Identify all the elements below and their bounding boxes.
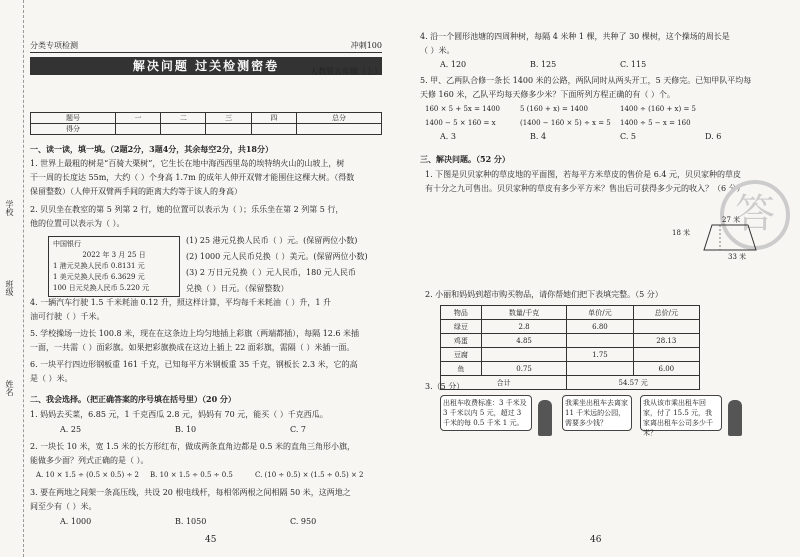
p2-title: 2. 小丽和妈妈到超市购买物品，请你帮她们把下表填完整。（5 分） <box>425 290 663 299</box>
q3-line: (1) 25 港元兑换人民币（ ）元。(保留两位小数) <box>186 236 358 245</box>
rate-row: 1 港元兑换人民币 0.8131 元 <box>53 262 145 270</box>
table-cell: 28.13 <box>633 334 699 348</box>
section-2-title: 二、我会选择。（把正确答案的序号填在括号里）（20 分） <box>30 394 236 404</box>
c3-line: 间至少有（ ）米。 <box>30 502 97 511</box>
trapezoid-shape <box>704 225 756 250</box>
bank-date: 2022 年 3 月 25 日 <box>82 251 146 259</box>
score-header: 一 <box>115 113 160 124</box>
c5-equation: 1400 − 5 × 160 = x <box>425 119 496 127</box>
page-header <box>30 40 382 75</box>
table-row <box>441 362 700 376</box>
p3-title: 3.（5 分） <box>425 382 465 391</box>
shopping-table <box>440 305 700 390</box>
c3-line: 3. 要在两地之间架一条高压线，共设 20 根电线杆，每相邻两根之间相隔 50 米，这两地之 <box>30 488 351 497</box>
binding-class: 班级 <box>5 280 14 296</box>
binding-name: 姓名 <box>5 380 14 396</box>
table-cell: 6.00 <box>633 362 699 376</box>
table-cell: 1.75 <box>567 348 633 362</box>
table-header: 单价/元 <box>567 306 633 320</box>
c2-line: 2. 一块长 10 米，宽 1.5 米的长方形红布，做成两条直角边都是 0.5 米的直角三角形小旗， <box>30 442 356 451</box>
c5-line: 5. 甲、乙两队合修一条长 1400 米的公路，两队同时从两头开工，5 天修完。已知甲队平均每 <box>420 76 752 85</box>
q6-line: 是（ ）米。 <box>30 374 73 383</box>
score-header: 题号 <box>31 113 116 124</box>
boy-speech-bubble: 我从该市乘出租车回家，付了 15.5 元，我家离出租车公司多少千米？ <box>640 395 722 431</box>
table-cell: 0.75 <box>481 362 566 376</box>
table-cell: 豆腐 <box>441 348 482 362</box>
c5-equation: 1400 ÷ (160 + x) = 5 <box>620 105 696 113</box>
table-cell: 4.85 <box>481 334 566 348</box>
q5-line: 一面，一共需（ ）面彩旗。如果把彩旗换成在这边上插上 22 面彩旗，需隔（ ）米插一面。 <box>30 343 355 352</box>
page-number: 45 <box>205 535 217 545</box>
table-header: 数量/千克 <box>481 306 566 320</box>
table-cell: 6.80 <box>567 320 633 334</box>
table-row <box>441 320 700 334</box>
table-cell[interactable] <box>481 348 566 362</box>
c4-option[interactable]: B. 125 <box>530 60 557 69</box>
boy-figure <box>728 400 742 436</box>
c2-option[interactable]: A. 10 × 1.5 ÷ (0.5 × 0.5) ÷ 2 <box>36 471 139 479</box>
c4-line: 4. 沿一个圆形池塘的四周种树，每隔 4 米种 1 棵，共种了 30 棵树，这个操场的周长是 <box>420 32 730 41</box>
c4-option[interactable]: C. 115 <box>620 60 647 69</box>
c5-equation: (1400 − 160 × 5) ÷ x = 5 <box>520 119 611 127</box>
table-cell[interactable] <box>567 362 633 376</box>
page-number: 46 <box>590 535 602 545</box>
c5-option[interactable]: B. 4 <box>530 132 547 141</box>
header-tag: 冲刺100 <box>350 41 382 50</box>
score-header: 总分 <box>297 113 382 124</box>
c5-line: 天修 160 米，乙队平均每天修多少米？下面所列方程正确的有（ ）个。 <box>420 90 675 99</box>
c4-line: （ ）米。 <box>420 46 455 55</box>
table-cell: 绿豆 <box>441 320 482 334</box>
q3-line: 兑换（ ）日元。（保留整数） <box>186 284 289 293</box>
page-title: 解决问题 过关检测密卷 <box>30 57 382 75</box>
rate-row: 1 美元兑换人民币 6.3629 元 <box>53 273 145 281</box>
exchange-rate-card <box>48 236 180 297</box>
binding-school: 学校 <box>5 200 14 216</box>
rate-row: 100 日元兑换人民币 5.220 元 <box>53 284 150 292</box>
p1-line: 1. 下图是贝贝家种的草皮地的平面图，若每平方米草皮的售价是 6.4 元，贝贝家种的草皮 <box>425 170 741 179</box>
q6-line: 6. 一块平行四边形钢板重 161 千克，已知每平方米钢板重 35 千克，钢板长 2.3 米，它的高 <box>30 360 358 369</box>
p1-line: 有十分之九可售出。贝贝家种的草皮有多少平方米？售出后可获得多少元的收入？（6 分） <box>425 184 745 193</box>
table-row <box>441 334 700 348</box>
table-cell[interactable] <box>633 320 699 334</box>
score-header: 三 <box>206 113 251 124</box>
c5-option[interactable]: D. 6 <box>705 132 722 141</box>
figure-bottom-label: 33 米 <box>728 253 747 261</box>
score-cell[interactable] <box>251 124 296 135</box>
girl-speech-bubble: 我乘坐出租车去离家 11 千米远的公园，需要多少钱？ <box>562 395 632 431</box>
c5-option[interactable]: A. 3 <box>440 132 456 141</box>
c2-line: 能做多少面？列式正确的是（ ）。 <box>30 456 149 465</box>
q1-line: 保留整数）（人伸开双臂两手间的距离大约等于该人的身高） <box>30 187 242 196</box>
score-cell[interactable] <box>297 124 382 135</box>
figure-height-label: 18 米 <box>672 229 691 237</box>
header-category: 分类专项检测 <box>30 41 78 50</box>
section-1-title: 一、读一读，填一填。（2题2分，3题4分，其余每空2分，共18分） <box>30 144 273 154</box>
figure-top-label: 27 米 <box>722 216 741 224</box>
q3-line: (3) 2 万日元兑换（ ）元人民币，180 元人民币 <box>186 268 356 277</box>
q2-line: 2. 贝贝坐在教室的第 5 列第 2 行，她的位置可以表示为（ ）；乐乐坐在第 2 列第 5 行， <box>30 205 344 214</box>
score-table <box>30 112 382 135</box>
score-header: 四 <box>251 113 296 124</box>
c3-option[interactable]: B. 1050 <box>175 517 207 526</box>
table-row <box>441 348 700 362</box>
q3-line: (2) 1000 元人民币兑换（ ）美元。(保留两位小数) <box>186 252 368 261</box>
score-cell[interactable] <box>206 124 251 135</box>
q5-line: 5. 学校操场一边长 100.8 米，现在在这条边上均匀地插上彩旗（两端都插），每隔 12.6 米插 <box>30 329 360 338</box>
girl-figure <box>538 400 552 436</box>
table-cell[interactable] <box>567 334 633 348</box>
score-cell[interactable] <box>161 124 206 135</box>
total-label: 合计 <box>441 376 567 390</box>
table-cell: 鸡蛋 <box>441 334 482 348</box>
q4-line: 4. 一辆汽车行驶 1.5 千米耗油 0.12 升，照这样计算，平均每千米耗油（ ）升，1 升 <box>30 298 332 307</box>
table-header: 物品 <box>441 306 482 320</box>
score-row-label: 得分 <box>31 124 116 135</box>
score-cell[interactable] <box>115 124 160 135</box>
table-cell: 鱼 <box>441 362 482 376</box>
score-header: 二 <box>161 113 206 124</box>
c2-option[interactable]: C. (10 ÷ 0.5) × (1.5 ÷ 0.5) × 2 <box>255 471 364 479</box>
q1-line: 1. 世界上最粗的树是“百骑大栗树”，它生长在地中海西西里岛的埃特纳火山的山坡上，树 <box>30 159 345 168</box>
binding-strip <box>0 0 24 557</box>
c5-equation: 5 (160 + x) = 1400 <box>520 105 588 113</box>
grade-label: 人教版五年级（上） <box>310 67 382 76</box>
section-3-title: 三、解决问题。（52 分） <box>420 154 510 164</box>
c1-option[interactable]: A. 25 <box>60 425 82 434</box>
bank-name: 中国银行 <box>53 240 81 248</box>
q2-line: 他的位置可以表示为（ ）。 <box>30 219 125 228</box>
table-total-row <box>441 376 700 390</box>
c3-option[interactable]: C. 950 <box>290 517 317 526</box>
c2-option[interactable]: B. 10 × 1.5 ÷ 0.5 ÷ 0.5 <box>150 471 233 479</box>
c5-option[interactable]: C. 5 <box>620 132 637 141</box>
watermark-stamp: 答 <box>720 180 790 250</box>
c3-option[interactable]: A. 1000 <box>60 517 92 526</box>
c5-equation: 160 × 5 + 5x = 1400 <box>425 105 500 113</box>
q4-line: 油可行驶（ ）千米。 <box>30 312 105 321</box>
c4-option[interactable]: A. 120 <box>440 60 467 69</box>
c1-option[interactable]: C. 7 <box>290 425 307 434</box>
q1-line: 干一周的长度达 55m，大约（ ）个身高 1.7m 的成年人伸开双臂才能围住这棵大树。（得数 <box>30 173 355 182</box>
total-value: 54.57 元 <box>567 376 700 390</box>
taxi-fare-note: 出租车收费标准：3 千米及 3 千米以内 5 元，超过 3 千米的每 0.5 千米 1 元。 <box>440 395 532 431</box>
table-header: 总价/元 <box>633 306 699 320</box>
c1-option[interactable]: B. 10 <box>175 425 197 434</box>
table-cell: 2.8 <box>481 320 566 334</box>
c5-equation: 1400 ÷ 5 − x = 160 <box>620 119 691 127</box>
c1-line: 1. 妈妈去买菜，6.85 元，1 千克西瓜 2.8 元，妈妈有 70 元，能买（ ）千克西瓜。 <box>30 410 328 419</box>
table-cell[interactable] <box>633 348 699 362</box>
